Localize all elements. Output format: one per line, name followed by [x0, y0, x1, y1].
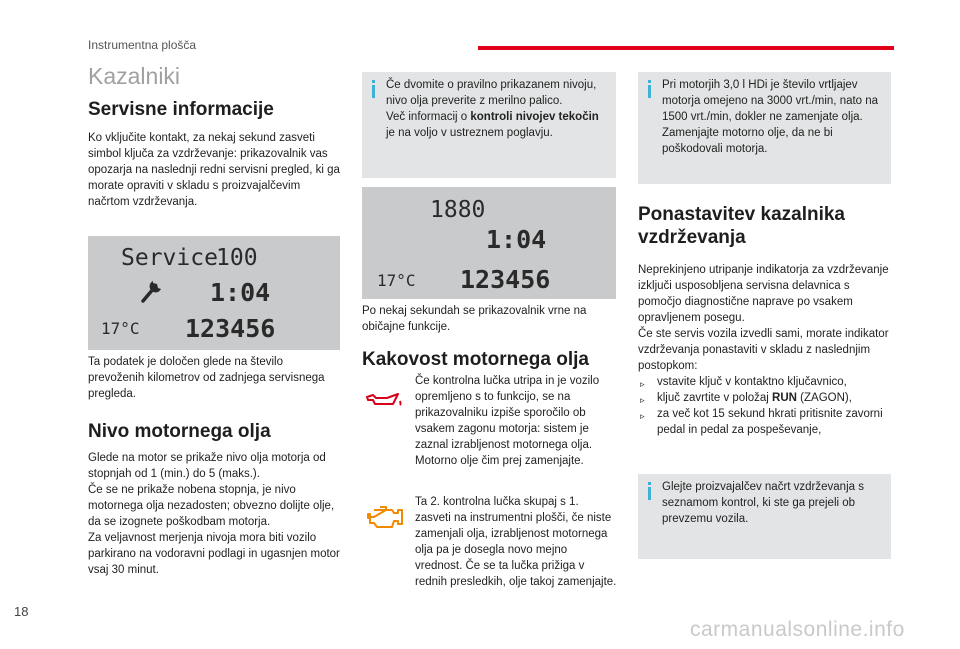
info-box-hdi [638, 72, 891, 184]
display-temperature: 17°C [101, 319, 140, 338]
bullet-icon: ▹ [640, 395, 645, 405]
running-header: Instrumentna plošča [88, 38, 197, 52]
header-accent-bar [478, 46, 894, 50]
service-note: Ta podatek je določen glede na število prevoženih kilometrov od zadnjega servisnega pregleda. [88, 356, 325, 400]
oil-can-icon [365, 390, 403, 410]
service-paragraph: Ko vključite kontakt, za nekaj sekund zasveti simbol ključa za vzdrževanje: prikazovalnik vas opozarja na naslednji redni servisni pregled, ki ga morate opraviti v skladu s proizvajalčevim načrtom vzdrževanja. [88, 132, 340, 208]
info-box-text: Glejte proizvajalčev načrt vzdrževanja s seznamom kontrol, ki ste ga prejeli ob prevzemu vozila. [662, 481, 864, 525]
section-title: Kazalniki [88, 63, 181, 89]
bullet-icon: ▹ [640, 379, 645, 389]
service-heading: Servisne informacije [88, 99, 274, 120]
oil-level-text-1: Glede na motor se prikaže nivo olja motorja od stopnjah od 1 (min.) do 5 (maks.). [88, 452, 326, 480]
info-icon [372, 85, 375, 98]
oil-level-text-3: Za veljavnost merjenja nivoja mora biti vozilo parkirano na vodoravni podlagi in ugasnjen motor vsaj 30 minut. [88, 532, 340, 576]
display-oil-top: 1880 [430, 197, 486, 223]
display-odometer: 123456 [185, 314, 276, 343]
wrench-icon [140, 278, 164, 304]
reset-steps-list [638, 374, 892, 438]
display-time: 1:04 [210, 278, 271, 307]
engine-icon [366, 504, 404, 532]
bullet-icon: ▹ [640, 411, 645, 421]
display-time: 1:04 [486, 225, 547, 254]
list-item: ▹ vstavite ključ v kontaktno ključavnico, [638, 374, 892, 390]
info-icon [648, 85, 651, 98]
info-icon [648, 487, 651, 500]
info-box-dipstick [362, 72, 616, 178]
watermark: carmanualsonline.info [690, 618, 905, 641]
oil-display-image [362, 187, 616, 299]
info-box-maintenance-plan [638, 474, 891, 559]
service-display-image [88, 236, 340, 350]
oil-level-heading: Nivo motornega olja [88, 421, 271, 442]
oil-display-note: Po nekaj sekundah se prikazovalnik vrne na običajne funkcije. [362, 305, 587, 333]
oil-level-paragraph [88, 450, 340, 578]
list-item: ▹ ključ zavrtite v položaj RUN (ZAGON), [638, 390, 892, 406]
oil-quality-heading: Kakovost motornega olja [362, 349, 589, 370]
list-item: ▹ za več kot 15 sekund hkrati pritisnite zavorni pedal in pedal za pospeševanje, [640, 408, 883, 436]
display-odometer: 123456 [460, 265, 551, 294]
reset-heading: Ponastavitev kazalnika vzdrževanja [638, 204, 845, 248]
oil-quality-text-1: Če kontrolna lučka utripa in je vozilo opremljeno s to funkcijo, se na prikazovalniku izpiše sporočilo ob vsakem zagonu motorja: sistem je zaznal izrabljenost motornega olja. Motorno olje čim prej zamenjajte. [415, 375, 600, 467]
page-number: 18 [14, 604, 29, 619]
info-box-text: Pri motorjih 3,0 l HDi je število vrtljajev motorja omejeno na 3000 vrt./min, nato na 1500 vrt./min, dokler ne zamenjate olja. Zamenjajte motorno olje, da ne bi poškodovali motorja. [662, 79, 879, 155]
oil-quality-text-2: Ta 2. kontrolna lučka skupaj s 1. zasveti na instrumentni plošči, če niste zamenjali olja, izrabljenost motornega olja pa je dosegla novo mejno vrednost. Če se ta lučka prižiga v rednih presledkih, olje takoj zamenjajte. [415, 496, 617, 588]
fluid-levels-link-text: kontroli nivojev tekočin [470, 111, 599, 123]
oil-level-text-2: Če se ne prikaže nobena stopnja, je nivo motornega olja nezadosten; obvezno dolijte olje, da se izognete poškodbam motorja. [88, 484, 335, 528]
display-service-label: Service [121, 245, 218, 271]
reset-paragraph: Neprekinjeno utripanje indikatorja za vzdrževanje izključi usposobljena servisna delavnica s pomočjo diagnostične naprave po vsakem opravljenem posegu. Če ste servis vozila izvedli sami, morate indikator vzdrževanja ponastaviti v skladu z naslednjim postopkom: ▹ vstavite ključ v kontaktno ključavnico, ▹ ključ zavrtite v položaj RUN (ZAGON), ▹ za več kot 15 sekund hkrati pritisnite zavorni pedal in pedal za pospeševanje, [638, 262, 892, 438]
display-service-value: 100 [216, 245, 258, 271]
display-temperature: 17°C [377, 271, 416, 290]
info-box-text: Če dvomite o pravilno prikazanem nivoju, nivo olja preverite z merilno palico. Več informacij o kontroli nivojev tekočin je na voljo v ustreznem poglavju. [386, 79, 599, 139]
